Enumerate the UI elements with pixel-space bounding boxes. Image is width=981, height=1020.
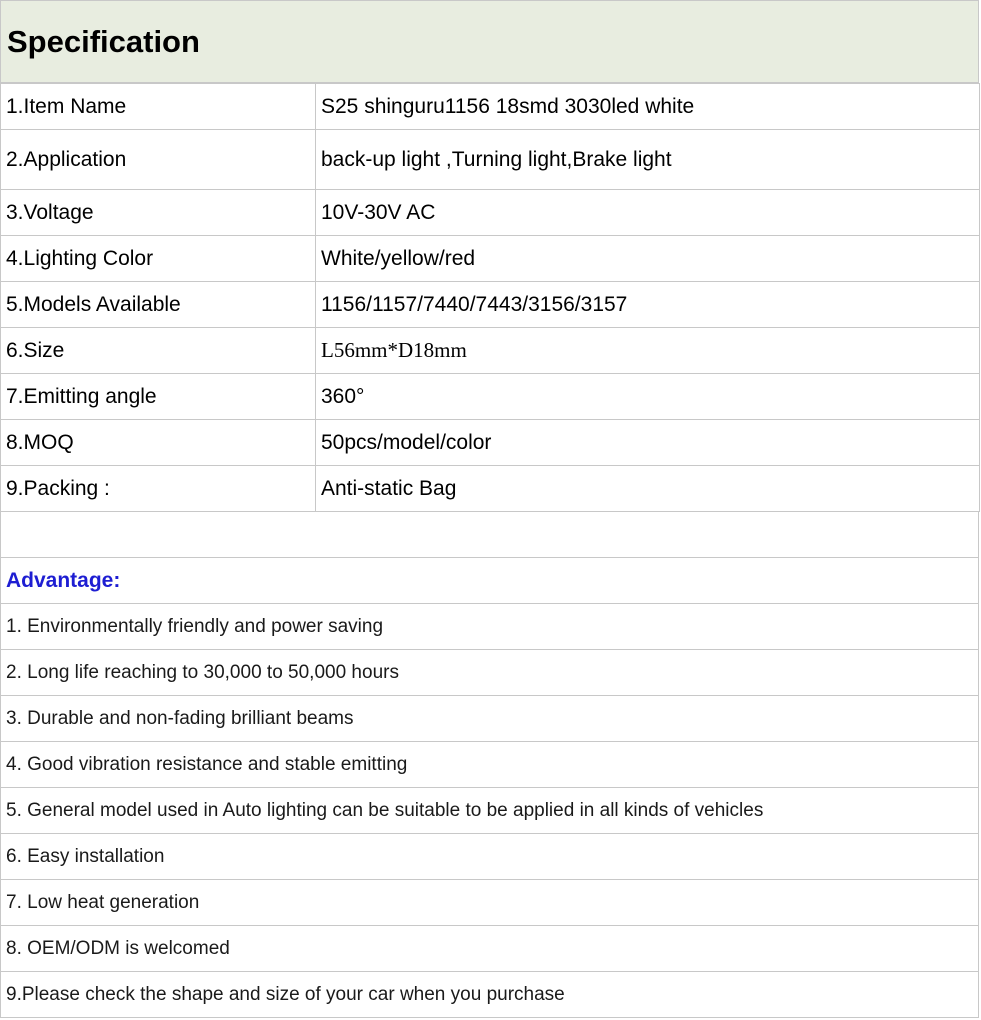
spec-label: 7.Emitting angle — [1, 374, 316, 420]
spec-value: 50pcs/model/color — [316, 420, 980, 466]
spec-value: L56mm*D18mm — [316, 328, 980, 374]
spec-value: 1156/1157/7440/7443/3156/3157 — [316, 282, 980, 328]
page-title: Specification — [7, 23, 200, 59]
spec-value: Anti-static Bag — [316, 466, 980, 512]
title-row — [0, 0, 979, 83]
spec-label: 6.Size — [1, 328, 316, 374]
spec-row — [1, 374, 980, 420]
advantage-heading: Advantage: — [6, 568, 121, 592]
advantage-item: 4. Good vibration resistance and stable emitting — [0, 742, 979, 788]
advantage-item: 6. Easy installation — [0, 834, 979, 880]
advantage-item: 8. OEM/ODM is welcomed — [0, 926, 979, 972]
spec-value: S25 shinguru1156 18smd 3030led white — [316, 84, 980, 130]
spec-value: back-up light ,Turning light,Brake light — [316, 130, 980, 190]
spec-row — [1, 190, 980, 236]
spec-row — [1, 282, 980, 328]
spec-label: 9.Packing : — [1, 466, 316, 512]
advantage-item: 5. General model used in Auto lighting can be suitable to be applied in all kinds of vehicles — [0, 788, 979, 834]
advantage-item: 2. Long life reaching to 30,000 to 50,000 hours — [0, 650, 979, 696]
spec-value: 10V-30V AC — [316, 190, 980, 236]
blank-row — [0, 512, 979, 558]
spec-table — [0, 83, 980, 512]
spec-label: 3.Voltage — [1, 190, 316, 236]
spec-row — [1, 130, 980, 190]
spec-row — [1, 466, 980, 512]
advantage-item: 9.Please check the shape and size of your car when you purchase — [0, 972, 979, 1018]
spec-label: 8.MOQ — [1, 420, 316, 466]
spec-row — [1, 328, 980, 374]
spec-label: 4.Lighting Color — [1, 236, 316, 282]
advantage-item: 1. Environmentally friendly and power saving — [0, 604, 979, 650]
spec-row — [1, 84, 980, 130]
spec-label: 1.Item Name — [1, 84, 316, 130]
advantage-item: 7. Low heat generation — [0, 880, 979, 926]
spec-value: White/yellow/red — [316, 236, 980, 282]
advantage-item: 3. Durable and non-fading brilliant beams — [0, 696, 979, 742]
spec-label: 2.Application — [1, 130, 316, 190]
spec-label: 5.Models Available — [1, 282, 316, 328]
spec-row — [1, 236, 980, 282]
spec-row — [1, 420, 980, 466]
spec-value: 360° — [316, 374, 980, 420]
advantage-heading-row — [0, 558, 979, 604]
